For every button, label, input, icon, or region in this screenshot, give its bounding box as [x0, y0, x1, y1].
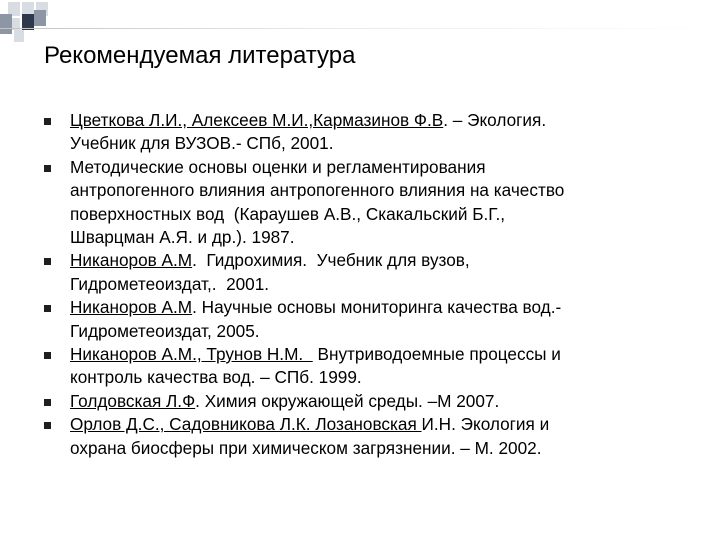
slide-title: Рекомендуемая литература [44, 42, 356, 69]
reference-text: Гидрометеоиздат,. 2001. [70, 273, 270, 294]
reference-text: . – Экология. [443, 110, 547, 130]
reference-list [44, 109, 694, 460]
corner-decoration [0, 0, 80, 44]
reference-text: контроль качества вод. – СПб. 1999. [70, 367, 362, 388]
decor-square [14, 30, 24, 42]
reference-line [70, 296, 694, 319]
reference-item [44, 343, 694, 390]
square-bullet-icon [44, 165, 51, 172]
reference-item [44, 390, 694, 413]
reference-text: антропогенного влияния антропогенного влияния на качество [70, 180, 565, 201]
reference-text: . Научные основы мониторинга качества вод.- [192, 297, 562, 318]
reference-author: Голдовская Л.Ф [70, 390, 196, 411]
reference-item [44, 109, 694, 156]
reference-line [70, 390, 694, 413]
square-bullet-icon [44, 399, 51, 406]
reference-item [44, 156, 694, 250]
reference-text: Внутриводоемные процессы и [312, 344, 561, 365]
reference-text: . Химия окружающей среды. –М 2007. [195, 390, 500, 411]
reference-text: Шварцман А.Я. и др.). 1987. [70, 227, 295, 248]
reference-line [70, 343, 694, 366]
reference-text: Учебник для ВУЗОВ.- СПб, 2001. [70, 133, 334, 154]
reference-line [70, 366, 694, 389]
reference-line [70, 226, 694, 249]
reference-item [44, 249, 694, 296]
reference-author: Никаноров А.М [70, 297, 193, 318]
reference-item [44, 296, 694, 343]
reference-line [70, 273, 694, 296]
reference-author: Цветкова Л.И., Алексеев М.И.,Кармазинов Ф.В [70, 110, 444, 130]
square-bullet-icon [44, 118, 51, 125]
reference-text: охрана биосферы при химическом загрязнении. – М. 2002. [70, 437, 542, 458]
reference-author: Орлов Д.С., Садовникова Л.К. Лозановская [70, 414, 422, 435]
title-rule [0, 28, 720, 29]
reference-text: Гидрометеоиздат, 2005. [70, 320, 260, 341]
reference-text: поверхностных вод (Караушев А.В., Скакальский Б.Г., [70, 203, 506, 224]
reference-text: . Гидрохимия. Учебник для вузов, [192, 250, 470, 271]
reference-item [44, 413, 694, 460]
square-bullet-icon [44, 305, 51, 312]
reference-line [70, 109, 694, 132]
reference-text: Методические основы оценки и регламентирования [70, 156, 486, 177]
reference-line [70, 203, 694, 226]
reference-text: И.Н. Экология и [421, 414, 550, 435]
square-bullet-icon [44, 352, 51, 359]
reference-line [70, 156, 694, 179]
reference-line [70, 320, 694, 343]
reference-line [70, 132, 694, 155]
reference-author: Никаноров А.М., Трунов Н.М. [70, 344, 313, 365]
reference-line [70, 413, 694, 436]
reference-line [70, 437, 694, 460]
decor-square [0, 14, 12, 34]
reference-line [70, 249, 694, 272]
reference-author: Никаноров А.М [70, 250, 193, 271]
decor-square [34, 10, 46, 26]
square-bullet-icon [44, 422, 51, 429]
square-bullet-icon [44, 258, 51, 265]
reference-line [70, 179, 694, 202]
